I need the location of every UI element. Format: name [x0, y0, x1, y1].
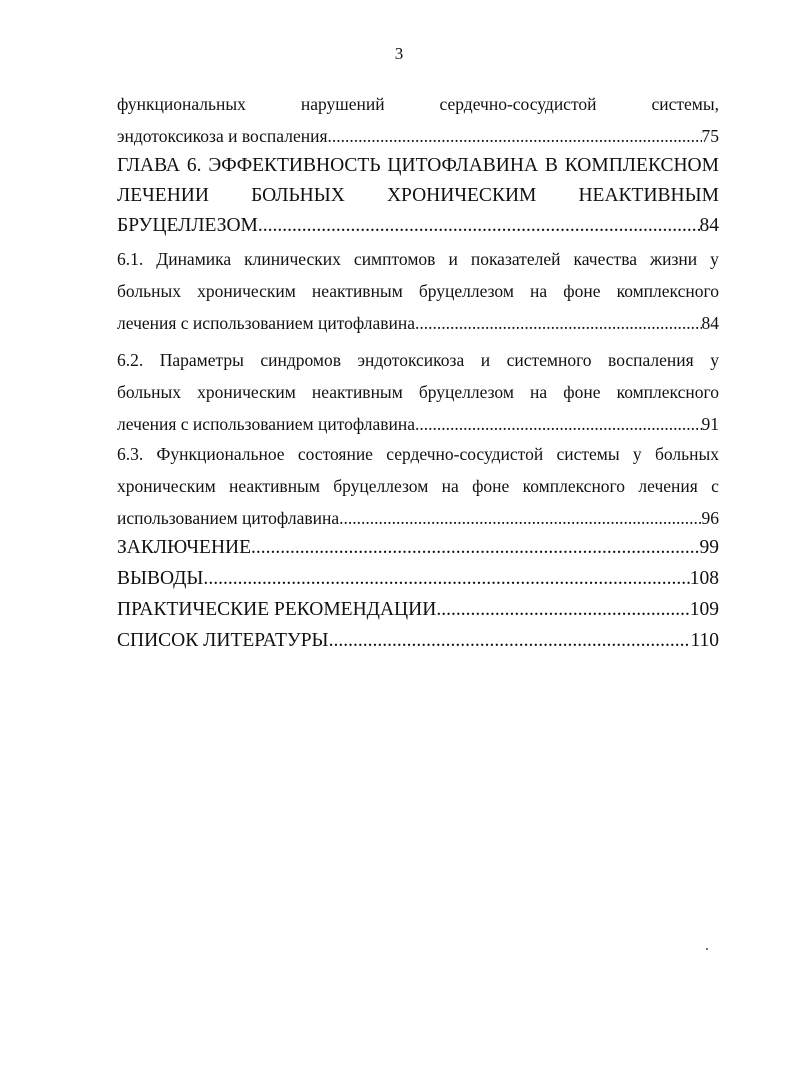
dot-leader [208, 563, 689, 595]
toc-entry-chapter-6[interactable] [117, 210, 719, 242]
toc-word: бруцеллезом [333, 476, 429, 496]
toc-line-9 [117, 344, 719, 376]
toc-entry-text: лечения с использованием цитофлавина [117, 313, 416, 333]
toc-line-6 [117, 243, 719, 275]
dot-leader [332, 120, 702, 152]
toc-word: хроническим [117, 476, 216, 496]
toc-word: системы, [651, 94, 719, 114]
toc-word: фоне [472, 476, 510, 496]
toc-line-12 [117, 438, 719, 470]
toc-entry-text: СПИСОК ЛИТЕРАТУРЫ [117, 630, 329, 651]
toc-word: больных [117, 281, 182, 301]
toc-word: БОЛЬНЫХ [251, 185, 345, 206]
toc-word: 6.1. [117, 249, 144, 269]
toc-entry-conclusion[interactable] [117, 532, 719, 564]
toc-entry-text: лечения с использованием цитофлавина [117, 414, 416, 434]
toc-word: неактивным [311, 382, 403, 402]
toc-entry-text: ПРАКТИЧЕСКИЕ РЕКОМЕНДАЦИИ [117, 599, 437, 620]
toc-page-number: 108 [689, 568, 719, 589]
toc-word: комплексного [616, 281, 719, 301]
toc-entry-text: БРУЦЕЛЛЕЗОМ [117, 215, 258, 236]
toc-word: 6.3. [117, 444, 144, 464]
toc-word: системы [556, 444, 620, 464]
toc-word: нарушений [300, 94, 385, 114]
dot-leader [415, 307, 701, 339]
toc-page-number: 75 [701, 126, 719, 146]
toc-line-3 [117, 150, 719, 182]
toc-word: с [711, 476, 719, 496]
toc-entry-endotoxicosis[interactable] [117, 120, 719, 152]
toc-word: на [530, 281, 548, 301]
toc-word: Функциональное [156, 444, 285, 464]
toc-word: у [710, 249, 719, 269]
scan-speck [706, 948, 708, 950]
toc-word: состояние [297, 444, 373, 464]
page-number: 3 [394, 44, 404, 63]
toc-word: бруцеллезом [418, 281, 514, 301]
dot-leader [415, 408, 701, 440]
toc-entry-6-2[interactable] [117, 408, 719, 440]
toc-word: Параметры [159, 350, 244, 370]
dot-leader [436, 594, 689, 626]
toc-word: качества [573, 249, 638, 269]
toc-line-10 [117, 376, 719, 408]
toc-page-number: 91 [701, 414, 719, 434]
toc-entry-findings[interactable] [117, 563, 719, 595]
toc-word: функциональных [117, 94, 246, 114]
toc-word: на [441, 476, 459, 496]
toc-line-4 [117, 180, 719, 212]
toc-page-number: 110 [690, 630, 719, 651]
toc-word: хроническим [197, 382, 296, 402]
toc-word: больных [117, 382, 182, 402]
toc-entry-text: ВЫВОДЫ. [117, 568, 209, 589]
toc-entry-references[interactable] [117, 625, 719, 657]
toc-word: 6.2. [117, 350, 144, 370]
toc-word: КОМПЛЕКСНОМ [564, 155, 719, 176]
toc-entry-6-3[interactable] [117, 502, 719, 534]
toc-word: у [632, 444, 642, 464]
toc-word: хроническим [197, 281, 296, 301]
toc-word: воспаления [608, 350, 694, 370]
dot-leader [258, 210, 700, 242]
toc-word: лечения [638, 476, 698, 496]
toc-page-number: 99 [699, 537, 719, 558]
dot-leader [329, 625, 691, 657]
toc-word: симптомов [353, 249, 436, 269]
toc-line-1 [117, 88, 719, 120]
toc-word: сердечно-сосудистой [439, 94, 597, 114]
toc-word: неактивным [229, 476, 320, 496]
toc-word: В [544, 155, 558, 176]
toc-word: сердечно-сосудистой [386, 444, 544, 464]
toc-entry-text: эндотоксикоза и воспаления. [117, 126, 332, 146]
toc-word: фоне [563, 382, 601, 402]
toc-word: бруцеллезом [418, 382, 514, 402]
toc-entry-text: использованием цитофлавина [117, 508, 340, 528]
toc-word: на [530, 382, 548, 402]
toc-word: и [448, 249, 458, 269]
toc-word: ГЛАВА [117, 155, 180, 176]
toc-word: комплексного [616, 382, 719, 402]
toc-word: комплексного [522, 476, 626, 496]
toc-page-number: 84 [699, 215, 719, 236]
toc-page-number: 96 [701, 508, 719, 528]
toc-word: 6. [186, 155, 202, 176]
toc-word: ЛЕЧЕНИИ [117, 185, 209, 206]
toc-word: Динамика [156, 249, 232, 269]
toc-page-number: 109 [689, 599, 719, 620]
toc-word: ХРОНИЧЕСКИМ [386, 185, 537, 206]
toc-word: больных [654, 444, 719, 464]
toc-line-13 [117, 470, 719, 502]
toc-word: показателей [470, 249, 561, 269]
toc-word: НЕАКТИВНЫМ [578, 185, 719, 206]
dot-leader [251, 532, 699, 564]
toc-word: и [480, 350, 491, 370]
toc-word: ЭФФЕКТИВНОСТЬ [208, 155, 381, 176]
toc-entry-recommendations[interactable] [117, 594, 719, 626]
toc-word: клинических [244, 249, 341, 269]
toc-word: неактивным [311, 281, 403, 301]
toc-line-7 [117, 275, 719, 307]
toc-word: ЦИТОФЛАВИНА [387, 155, 539, 176]
toc-word: у [710, 350, 719, 370]
dot-leader [339, 502, 701, 534]
toc-page-number: 84 [701, 313, 719, 333]
toc-word: эндотоксикоза [357, 350, 465, 370]
toc-entry-6-1[interactable] [117, 307, 719, 339]
toc-word: системного [506, 350, 592, 370]
toc-word: фоне [563, 281, 601, 301]
toc-word: жизни [650, 249, 698, 269]
toc-word: синдромов [260, 350, 342, 370]
toc-entry-text: ЗАКЛЮЧЕНИЕ [117, 537, 252, 558]
